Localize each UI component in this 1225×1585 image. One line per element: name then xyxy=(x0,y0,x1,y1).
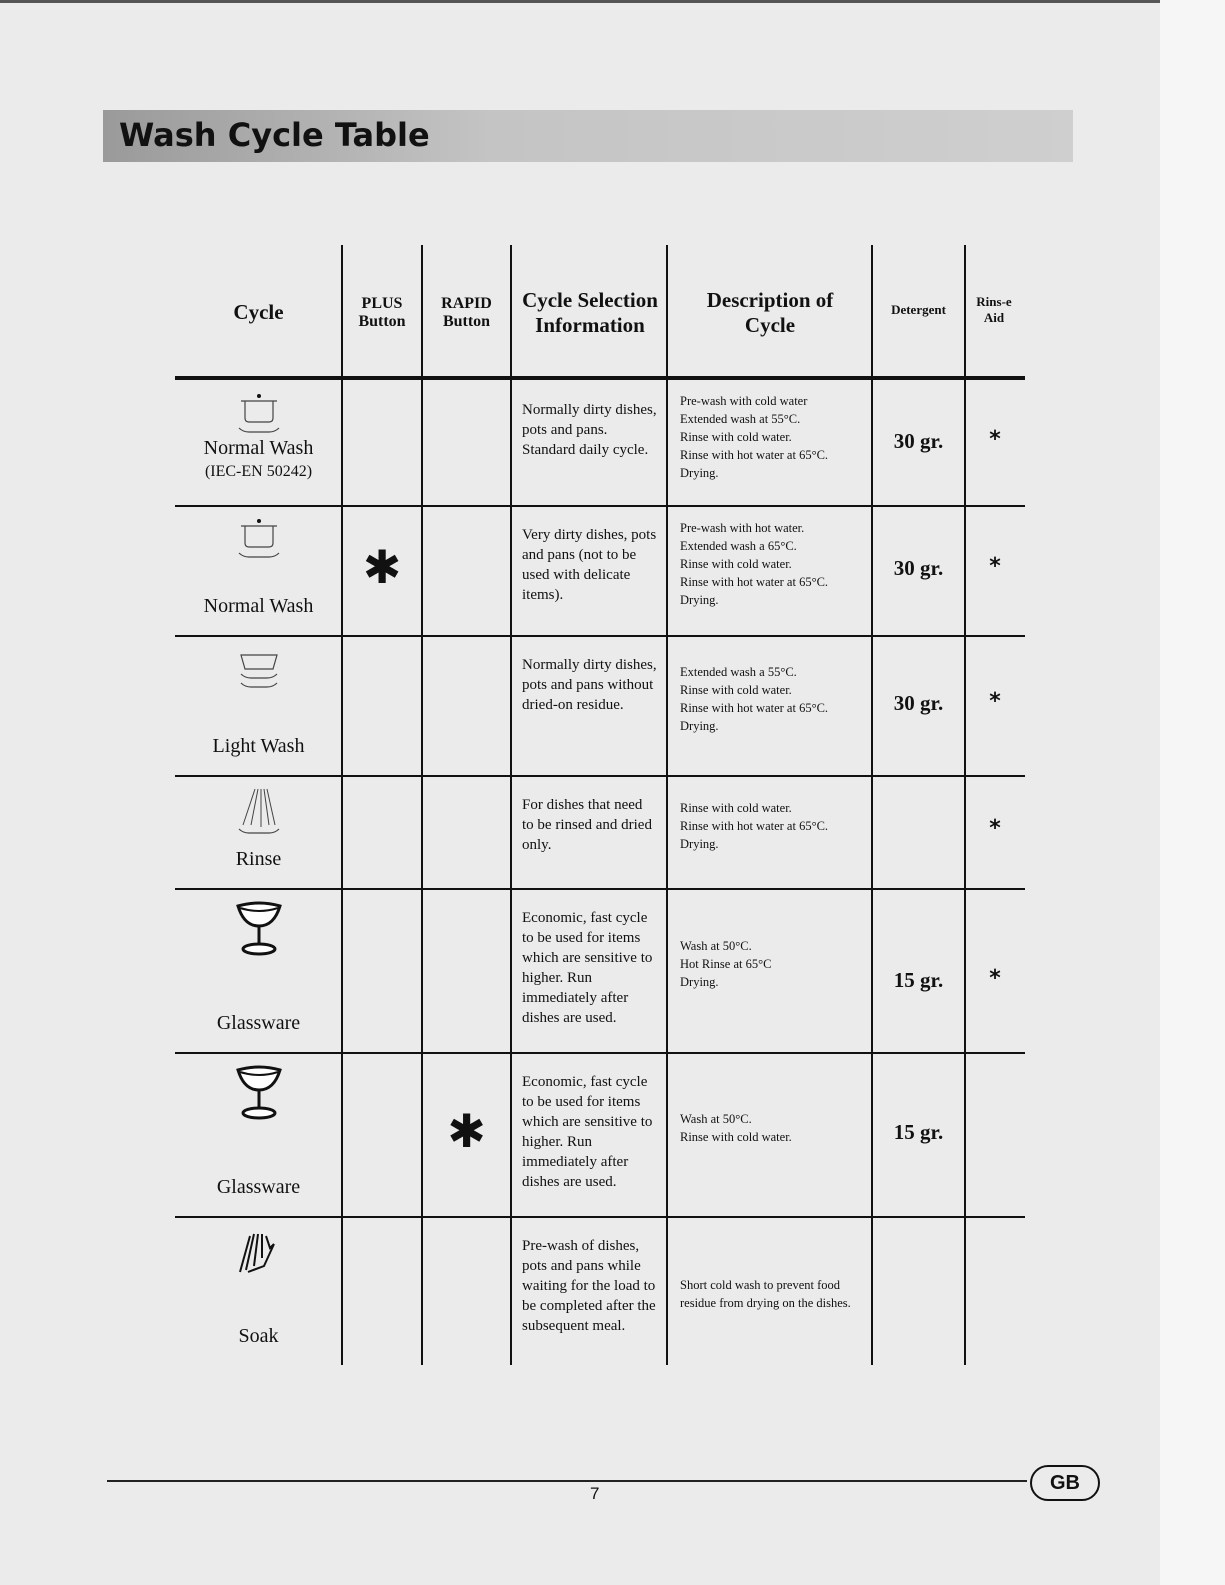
cycle-selection-info: Economic, fast cycle to be used for items which are sensitive to higher. Run immediately after dishes are used. xyxy=(522,1074,653,1190)
cycle-name: Soak xyxy=(238,1325,279,1347)
cycle-selection-info: Economic, fast cycle to be used for items which are sensitive to higher. Run immediately after dishes are used. xyxy=(522,910,653,1026)
rinse-aid-marker: * xyxy=(989,815,1001,841)
soak-icon xyxy=(175,1228,342,1288)
cycle-selection-info: Pre-wash of dishes, pots and pans while waiting for the load to be completed after the subsequent meal. xyxy=(522,1238,656,1334)
description-line: Drying. xyxy=(680,719,719,733)
cycle-description xyxy=(680,392,865,482)
description-line: Drying. xyxy=(680,465,719,480)
detergent-amount: 30 gr. xyxy=(893,428,944,453)
cycle-selection-info: Normally dirty dishes, pots and pans. Standard daily cycle. xyxy=(522,402,657,458)
cycle-description xyxy=(680,663,865,735)
description-line: Rinse with cold water. xyxy=(680,557,792,571)
description-line: Drying. xyxy=(680,593,719,607)
description-line: Rinse with cold water. xyxy=(680,800,792,815)
detergent-amount: 15 gr. xyxy=(893,1120,944,1144)
description-line: Rinse with cold water. xyxy=(680,1130,792,1144)
detergent-amount: 15 gr. xyxy=(893,968,944,992)
description-line: Extended wash a 55°C. xyxy=(680,665,797,679)
plus-selected-icon: ✱ xyxy=(362,540,402,594)
wine-glass-icon xyxy=(175,900,342,960)
description-line: Drying. xyxy=(680,975,719,989)
page-edge xyxy=(1160,0,1225,1585)
header-rapid: RAPID Button xyxy=(441,294,492,330)
description-line: Rinse with hot water at 65°C. xyxy=(680,818,829,833)
country-badge: GB xyxy=(1030,1465,1100,1501)
cycle-description xyxy=(680,1110,865,1146)
cycle-selection-info: Normally dirty dishes, pots and pans without dried-on residue. xyxy=(522,657,657,713)
header-plus: PLUS Button xyxy=(358,294,406,330)
rinse-spray-icon xyxy=(175,787,342,847)
cycle-description xyxy=(680,799,865,853)
header-description: Description of Cycle xyxy=(706,287,834,337)
rinse-aid-marker: * xyxy=(989,426,1001,452)
description-line: Rinse with hot water at 65°C. xyxy=(680,447,829,462)
bowl-icon xyxy=(175,647,342,707)
header-rinse-aid: Rins-e Aid xyxy=(976,294,1012,325)
cycle-name: Glassware xyxy=(216,1012,301,1034)
title-bar xyxy=(103,110,1073,162)
description-line: Rinse with hot water at 65°C. xyxy=(680,701,829,715)
cycle-description xyxy=(680,937,865,991)
description-line: Rinse with cold water. xyxy=(680,429,792,444)
description-line: Pre-wash with cold water xyxy=(680,393,808,408)
description-line: Extended wash a 65°C. xyxy=(680,539,797,553)
cycle-name: Light Wash xyxy=(212,735,305,757)
cycle-name: Glassware xyxy=(216,1176,301,1198)
header-selection: Cycle Selection Information xyxy=(522,288,658,337)
wine-glass-icon xyxy=(175,1064,342,1124)
page-number: 7 xyxy=(590,1484,600,1503)
detergent-amount: 30 gr. xyxy=(893,691,944,715)
top-border xyxy=(0,0,1225,3)
header-cycle: Cycle xyxy=(233,300,284,324)
rinse-aid-marker: * xyxy=(989,966,1001,991)
description-line: Drying. xyxy=(680,836,719,851)
description-line: Rinse with hot water at 65°C. xyxy=(680,575,829,589)
cycle-selection-info: For dishes that need to be rinsed and dried only. xyxy=(522,797,652,853)
rapid-selected-icon: ✱ xyxy=(447,1104,486,1158)
pot-icon xyxy=(175,517,342,577)
cycle-description xyxy=(680,519,865,609)
rinse-aid-marker: * xyxy=(989,554,1001,579)
cycle-description xyxy=(680,1276,865,1312)
rinse-aid-marker: * xyxy=(989,689,1001,714)
description-line: Wash at 50°C. xyxy=(680,1112,752,1126)
description-line: Rinse with cold water. xyxy=(680,683,792,697)
cycle-standard: (IEC-EN 50242) xyxy=(204,463,313,480)
footer-line xyxy=(107,1480,1027,1482)
cycle-name: Normal Wash xyxy=(203,595,314,617)
description-line: Wash at 50°C. xyxy=(680,939,752,953)
header-detergent: Detergent xyxy=(891,302,946,317)
cycle-name: Rinse xyxy=(235,848,282,870)
page-title: Wash Cycle Table xyxy=(119,116,430,154)
description-line: Extended wash at 55°C. xyxy=(680,411,801,426)
description-line: Hot Rinse at 65°C xyxy=(680,957,772,971)
cycle-selection-info: Very dirty dishes, pots and pans (not to be used with delicate items). xyxy=(522,527,657,603)
description-line: Pre-wash with hot water. xyxy=(680,521,805,535)
cycle-name: Normal Wash xyxy=(203,437,314,459)
description-line: Short cold wash to prevent food residue from drying on the dishes. xyxy=(680,1277,851,1310)
detergent-amount: 30 gr. xyxy=(893,556,944,580)
